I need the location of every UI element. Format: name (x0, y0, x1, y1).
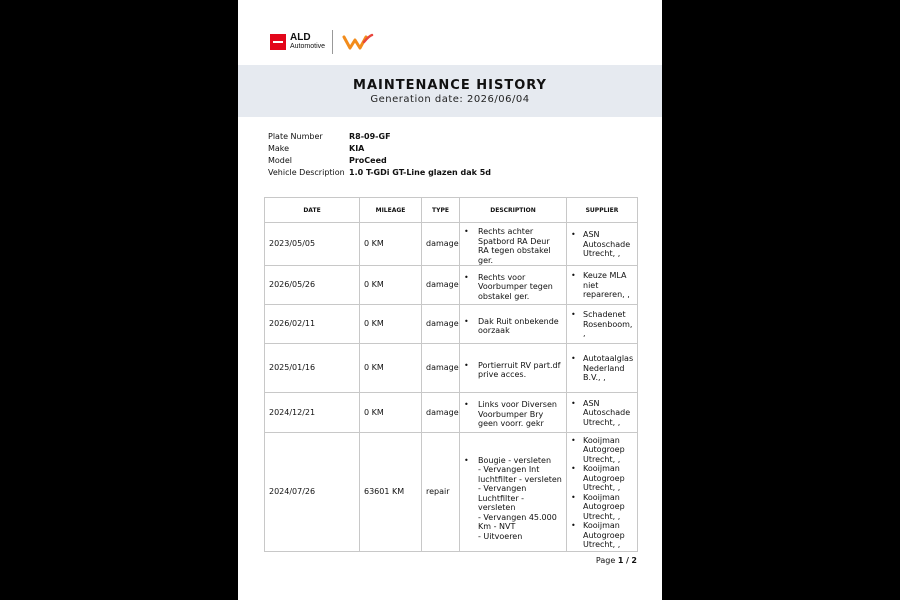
date-cell: 2024/07/26 (265, 433, 360, 552)
supplier-text: Kooijman Autogroep Utrecht, , (583, 492, 625, 521)
description-cell: • Links voor Diversen Voorbumper Bry geen voorr. gekr (460, 393, 567, 433)
page-current: 1 (617, 556, 624, 565)
model-label: Model (268, 156, 293, 165)
page-prefix: Page (595, 556, 616, 565)
description-cell: • Bougie - versleten - Vervangen Int luchtfilter - versleten - Vervangen Luchtfilter - versleten - Vervangen 45.000 Km - NVT - Uitvoeren (460, 433, 567, 552)
supplier-text: ASN Autoschade Utrecht, , (583, 398, 631, 427)
supplier-text: ASN Autoschade Utrecht, , (583, 230, 631, 259)
supplier-cell: • Autotaalglas Nederland B.V., , (567, 344, 638, 393)
info-row (268, 143, 491, 155)
supplier-cell: • Schadenet Rosenboom, , (567, 305, 638, 344)
page-indicator (596, 556, 637, 565)
logo-divider (332, 30, 333, 54)
vehicle-info (268, 131, 491, 179)
type-cell: damage (422, 223, 460, 266)
type-cell: repair (422, 433, 460, 552)
type-cell: damage (422, 393, 460, 433)
type-cell: damage (422, 305, 460, 344)
supplier-cell: • Kooijman Autogroep Utrecht, , • Kooijman Autogroep Utrecht, , • Kooijman Autogroep Utrecht, , • Kooijman Autogroep Utrecht, , (567, 433, 638, 552)
ald-brand: ALD (290, 32, 311, 43)
column-header: TYPE (422, 198, 460, 223)
table-body (265, 223, 638, 552)
page-total: 2 (631, 556, 637, 565)
column-header: SUPPLIER (567, 198, 638, 223)
supplier-text: Kooijman Autogroep Utrecht, , (583, 521, 625, 549)
info-row (268, 131, 491, 143)
logo-row (270, 31, 374, 53)
mileage-cell: 0 KM (360, 223, 422, 266)
column-header: DESCRIPTION (460, 198, 567, 223)
date-cell: 2023/05/05 (265, 223, 360, 266)
table-header-row (265, 198, 638, 223)
supplier-cell: • ASN Autoschade Utrecht, , (567, 393, 638, 433)
mileage-cell: 0 KM (360, 305, 422, 344)
table-row (265, 344, 638, 393)
supplier-text: Kooijman Autogroep Utrecht, , (583, 464, 625, 492)
supplier-cell: • Keuze MLA niet repareren, , (567, 266, 638, 305)
description-text: Dak Ruit onbekende oorzaak (478, 316, 559, 335)
date-cell: 2025/01/16 (265, 344, 360, 393)
date-cell: 2026/05/26 (265, 266, 360, 305)
supplier-text: Kooijman Autogroep Utrecht, , (583, 435, 625, 464)
table-row (265, 433, 638, 552)
supplier-cell: • ASN Autoschade Utrecht, , (567, 223, 638, 266)
plate-value: R8-09-GF (349, 132, 391, 141)
make-label: Make (268, 144, 290, 153)
description-text: Portierruit RV part.df prive acces. (478, 360, 561, 379)
plate-label: Plate Number (268, 132, 323, 141)
description-text: Rechts voor Voorbumper tegen obstakel ger. (478, 272, 553, 301)
description-label: Vehicle Description (268, 168, 345, 177)
generation-date: Generation date: 2026/06/04 (370, 94, 530, 105)
column-header: MILEAGE (360, 198, 422, 223)
type-cell: damage (422, 344, 460, 393)
date-cell: 2024/12/21 (265, 393, 360, 433)
info-row (268, 167, 491, 179)
table-row (265, 223, 638, 266)
table-row (265, 266, 638, 305)
description-text: Bougie - versleten - Vervangen Int luchtfilter - versleten - Vervangen Luchtfilter - versleten - Vervangen 45.000 Km - NVT - Uitvoeren (478, 455, 562, 541)
maintenance-table (264, 197, 638, 552)
description-cell: • Dak Ruit onbekende oorzaak (460, 305, 567, 344)
table-row (265, 393, 638, 433)
supplier-text: Schadenet Rosenboom, , (583, 310, 633, 339)
description-cell: • Rechts voor Voorbumper tegen obstakel ger. (460, 266, 567, 305)
supplier-text: Keuze MLA niet repareren, , (583, 271, 630, 300)
title-band (238, 65, 662, 117)
mileage-cell: 0 KM (360, 344, 422, 393)
info-row (268, 155, 491, 167)
mileage-cell: 63601 KM (360, 433, 422, 552)
type-cell: damage (422, 266, 460, 305)
table-row (265, 305, 638, 344)
ald-sub: Automotive (290, 43, 326, 50)
date-cell: 2026/02/11 (265, 305, 360, 344)
w-logo-icon (342, 33, 374, 51)
ald-logo-text (290, 33, 325, 51)
description-text: Rechts achter Spatbord RA Deur RA tegen obstakel ger. (478, 227, 551, 265)
mileage-cell: 0 KM (360, 266, 422, 305)
description-text: Links voor Diversen Voorbumper Bry geen voorr. gekr (478, 400, 557, 429)
ald-logo-icon (270, 34, 286, 50)
description-value: 1.0 T-GDi GT-Line glazen dak 5d (349, 168, 492, 177)
make-value: KIA (349, 144, 365, 153)
description-cell: • Rechts achter Spatbord RA Deur RA tegen obstakel ger. (460, 223, 567, 266)
model-value: ProCeed (349, 156, 387, 165)
page-title: MAINTENANCE HISTORY (353, 78, 547, 93)
mileage-cell: 0 KM (360, 393, 422, 433)
description-cell: • Portierruit RV part.df prive acces. (460, 344, 567, 393)
page-separator: / (625, 556, 629, 565)
document-page (238, 0, 662, 600)
column-header: DATE (265, 198, 360, 223)
supplier-text: Autotaalglas Nederland B.V., , (583, 354, 634, 383)
